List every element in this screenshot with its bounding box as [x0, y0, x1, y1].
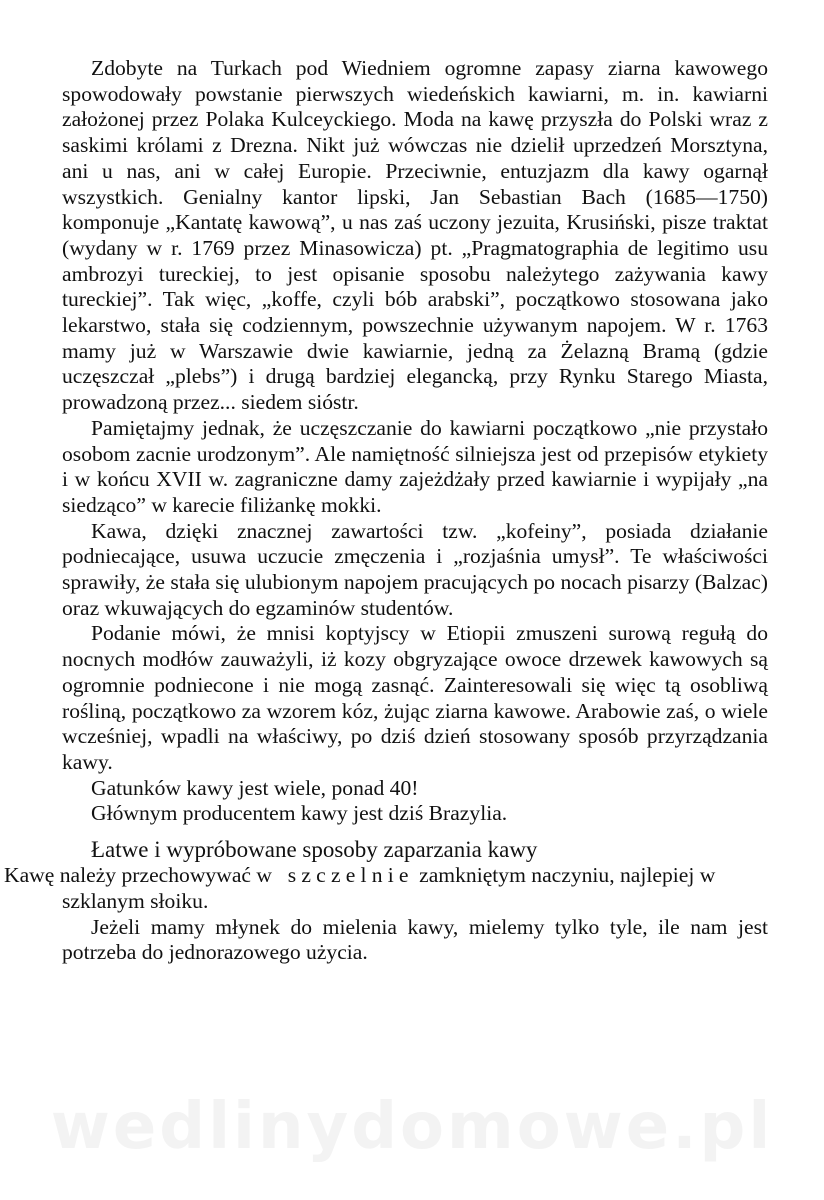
storage-text-spaced: w szczelnie	[256, 863, 414, 888]
paragraph-producer: Głównym producentem kawy jest dziś Brazylia.	[91, 801, 508, 826]
paragraph-species-count: Gatunków kawy jest wiele, ponad 40!	[91, 775, 419, 800]
storage-text-start: Kawę należy przechowywać	[4, 863, 251, 888]
paragraph-grinding: Jeżeli mamy młynek do mielenia kawy, mielemy tylko tyle, ile nam jest potrzeba do jednorazowego użycia.	[62, 914, 768, 965]
section-heading: Łatwe i wypróbowane sposoby zaparzania kawy	[91, 837, 538, 863]
paragraph-caffeine: Kawa, dzięki znacznej zawartości tzw. „kofeiny”, posiada działanie podniecające, usuwa uczucie zmęczenia i „rozjaśnia umysł”. Te właściwości sprawiły, że stała się ulubionym napojem pracujących po nocach pisarzy (Balzac) oraz wkuwających do egzaminów studentów.	[62, 518, 768, 620]
document-page	[4, 56, 768, 966]
paragraph-etiquette: Pamiętajmy jednak, że uczęszczanie do kawiarni początkowo „nie przystało osobom zacnie urodzonym”. Ale namiętność silniejsza jest od przepisów etykiety i w końcu XVII w. zagraniczne damy zajeżdżały przed kawiarnie i wypijały „na siedząco” w karecie filiżankę mokki.	[62, 415, 768, 517]
storage-text-continuation: szklanym słoiku.	[62, 888, 209, 913]
paragraph-legend-ethiopia: Podanie mówi, że mnisi koptyjscy w Etiopii zmuszeni surową regułą do nocnych modłów zauważyli, iż kozy obgryzające owoce drzewek kawowych są ogromnie podniecone i nie mogą zasnąć. Zainteresowali się więc tą osobliwą rośliną, początkowo za wzorem kóz, żując ziarna kawowe. Arabowie zaś, o wiele wcześniej, wpadli na właściwy, po dziś dzień stosowany sposób przyrządzania kawy.	[62, 621, 768, 774]
paragraph-storage	[4, 863, 768, 914]
paragraph-history-vienna: Zdobyte na Turkach pod Wiedniem ogromne zapasy ziarna kawowego spowodowały powstanie pierwszych wiedeńskich kawiarni, m. in. kawiarni założonej przez Polaka Kulceyckiego. Moda na kawę przyszła do Polski wraz z saskimi królami z Drezna. Nikt już wówczas nie dzielił uprzedzeń Morsztyna, ani u nas, ani w całej Europie. Przeciwnie, entuzjazm dla kawy ogarnął wszystkich. Genialny kantor lipski, Jan Sebastian Bach (1685—1750) komponuje „Kantatę kawową”, u nas zaś uczony jezuita, Krusiński, pisze traktat (wydany w r. 1769 przez Minasowicza) pt. „Pragmatographia de legitimo usu ambrozyi tureckiej, to jest opisanie sposobu należytego zażywania kawy tureckiej”. Tak więc, „koffe, czyli bób arabski”, początkowo stosowana jako lekarstwo, stała się codziennym, powszechnie używanym napojem. W r. 1763 mamy już w Warszawie dwie kawiarnie, jedną za Żelazną Bramą (gdzie uczęszczał „plebs”) i drugą bardziej elegancką, przy Rynku Starego Miasta, prowadzoną przez... siedem sióstr.	[62, 56, 768, 415]
site-watermark: wedlinydomowe.pl	[50, 1090, 774, 1164]
storage-text-end: zamkniętym naczyniu, najlepiej w	[419, 863, 716, 888]
